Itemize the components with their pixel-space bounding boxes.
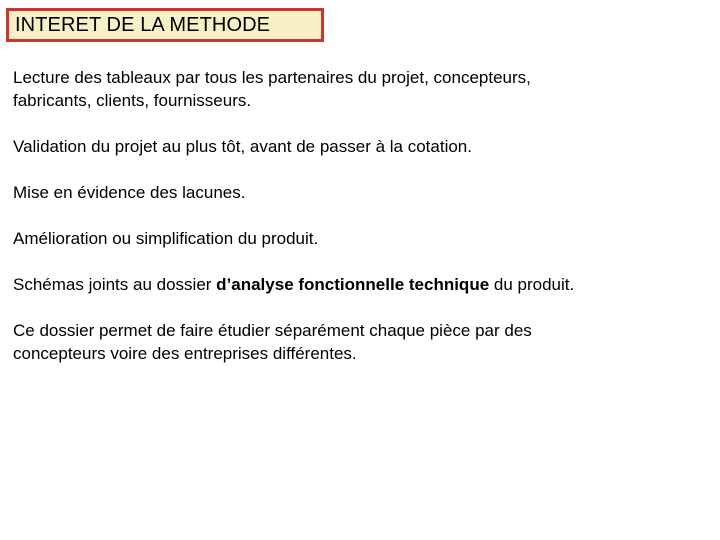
paragraph-reading-line-1: Lecture des tableaux par tous les partenaires du projet, concepteurs, xyxy=(13,68,531,87)
paragraph-diagrams-bold: d’analyse fonctionnelle technique xyxy=(216,275,490,294)
paragraph-gaps-text: Mise en évidence des lacunes. xyxy=(13,183,246,202)
paragraph-dossier-line-2: concepteurs voire des entreprises différentes. xyxy=(13,344,357,363)
paragraph-dossier-line-1: Ce dossier permet de faire étudier séparément chaque pièce par des xyxy=(13,321,532,340)
paragraph-improvement-text: Amélioration ou simplification du produit. xyxy=(13,229,319,248)
paragraph-reading-line-2: fabricants, clients, fournisseurs. xyxy=(13,91,252,110)
paragraph-dossier xyxy=(13,319,713,365)
paragraph-diagrams-before: Schémas joints au dossier xyxy=(13,275,217,294)
paragraph-improvement xyxy=(13,227,713,250)
paragraph-gaps xyxy=(13,181,713,204)
slide-title: INTERET DE LA METHODE xyxy=(15,13,271,36)
paragraph-diagrams-after: du produit. xyxy=(489,275,575,294)
title-box xyxy=(6,8,324,42)
slide-body xyxy=(13,66,713,388)
paragraph-reading xyxy=(13,66,713,112)
paragraph-validation-text: Validation du projet au plus tôt, avant de passer à la cotation. xyxy=(13,137,472,156)
paragraph-validation xyxy=(13,135,713,158)
paragraph-diagrams xyxy=(13,273,713,296)
